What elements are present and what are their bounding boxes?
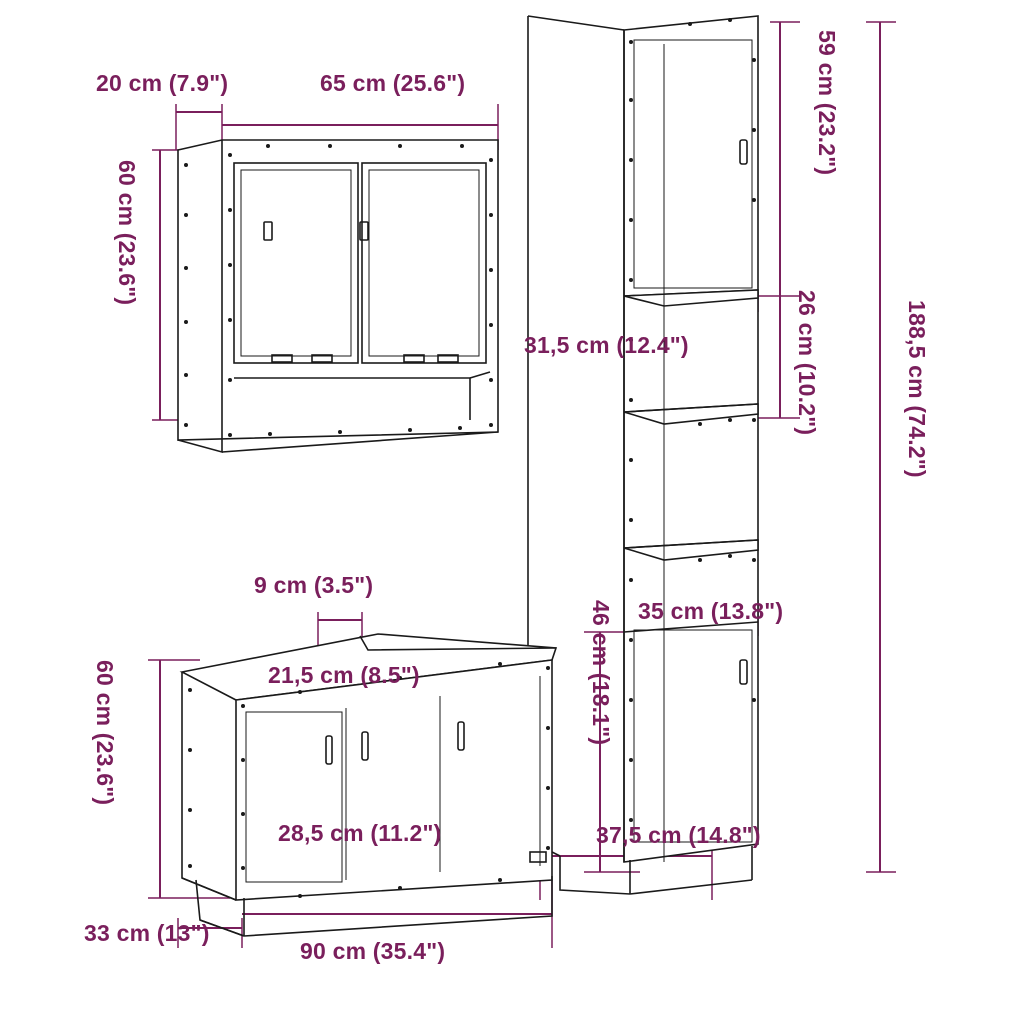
label-tall-top-section: 59 cm (23.2") xyxy=(814,30,840,176)
label-wall-cabinet-width: 65 cm (25.6") xyxy=(320,70,466,96)
label-tall-inner-depth: 35 cm (13.8") xyxy=(638,598,784,624)
label-tall-lower-height: 46 cm (18.1") xyxy=(588,600,614,746)
label-tall-mid-section: 26 cm (10.2") xyxy=(794,290,820,436)
label-vanity-width: 90 cm (35.4") xyxy=(300,938,446,964)
label-wall-cabinet-depth: 20 cm (7.9") xyxy=(96,70,229,96)
label-total-height: 188,5 cm (74.2") xyxy=(904,300,930,478)
wall-cabinet xyxy=(178,140,498,452)
label-tall-shelf-width: 31,5 cm (12.4") xyxy=(524,332,689,358)
tall-cabinet xyxy=(528,16,758,894)
label-vanity-height: 60 cm (23.6") xyxy=(92,660,118,806)
label-wall-cabinet-height: 60 cm (23.6") xyxy=(114,160,140,306)
label-tall-outer-depth: 37,5 cm (14.8") xyxy=(596,822,761,848)
label-vanity-door-large: 28,5 cm (11.2") xyxy=(278,820,442,846)
label-vanity-door-small: 21,5 cm (8.5") xyxy=(268,662,420,688)
label-vanity-gap: 9 cm (3.5") xyxy=(254,572,374,598)
label-vanity-depth: 33 cm (13") xyxy=(84,920,210,946)
